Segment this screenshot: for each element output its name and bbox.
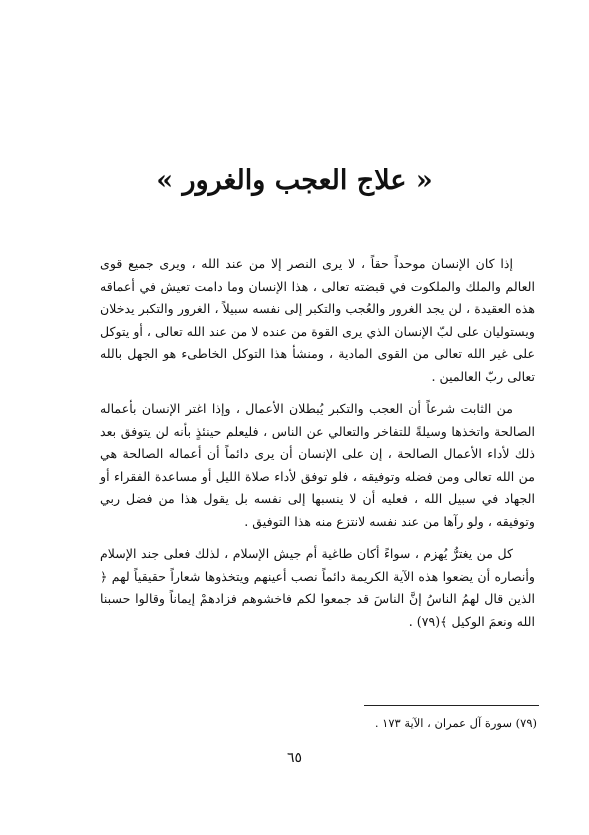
- page-number: ٦٥: [286, 750, 303, 766]
- page-title: « علاج العجب والغرور »: [156, 165, 433, 196]
- footnote-separator: [364, 705, 539, 706]
- paragraph-1: إذا كان الإنسان موحداً حقاً ، لا يرى النصر إلا من عند الله ، ويرى جميع قوى العالم والملك والملكوت في قبضته تعالى ، هذا الإنسان وما دامت تعيش في أعماقه هذه العقيدة ، لن يجد الغرور والعُجب والتكبر إلى نفسه سبيلاً ، الغرور والتكبر يدخلان ويستوليان على لبّ الإنسان الذي يرى القوة من عنده لا من عند الله تعالى ، أو يتوكل على غير الله تعالى من القوى المادية ، ومنشأ هذا التوكل الخاطىء هو الجهل بالله تعالى ربّ العالمين .: [99, 256, 535, 384]
- body-text: [100, 253, 535, 633]
- paragraph-3: كل من يغترُّ يُهزم ، سواءً أكان طاغية أم جيش الإسلام ، لذلك فعلى جند الإسلام وأنصاره أن يضعوا هذه الآية الكريمة دائماً نصب أعينهم ويتخذوها شعاراً حقيقياً لهم ﴿ الذين قال لهمُ الناسُ إنَّ الناسَ قد جمعوا لكم فاخشوهم فزادهمْ إيماناً وقالوا حسبنا الله ونعمَ الوكيل ﴾(٧٩) .: [100, 546, 535, 629]
- paragraph-2: من الثابت شرعاً أن العجب والتكبر يُبطلان الأعمال ، وإذا اغتر الإنسان بأعماله الصالحة واتخذها وسيلةً للتفاخر والتعالي عن الناس ، فليعلم حينئذٍ بأنه لن يتوفق بعد ذلك لأداء الأعمال الصالحة ، إن على الإنسان أن يرى دائماً أن أعماله الصالحة هي من الله تعالى ومن فضله وتوفيقه ، فلو توفق لأداء صلاة الليل أو مساعدة الفقراء أو الجهاد في سبيل الله ، فعليه أن لا ينسبها إلى نفسه بل يقول هذا من فضل ربي وتوفيقه ، ولو رآها من عند نفسه لانتزع منه هذا التوفيق .: [100, 401, 535, 529]
- footnote: (٧٩) سورة آل عمران ، الآية ١٧٣ .: [374, 716, 537, 730]
